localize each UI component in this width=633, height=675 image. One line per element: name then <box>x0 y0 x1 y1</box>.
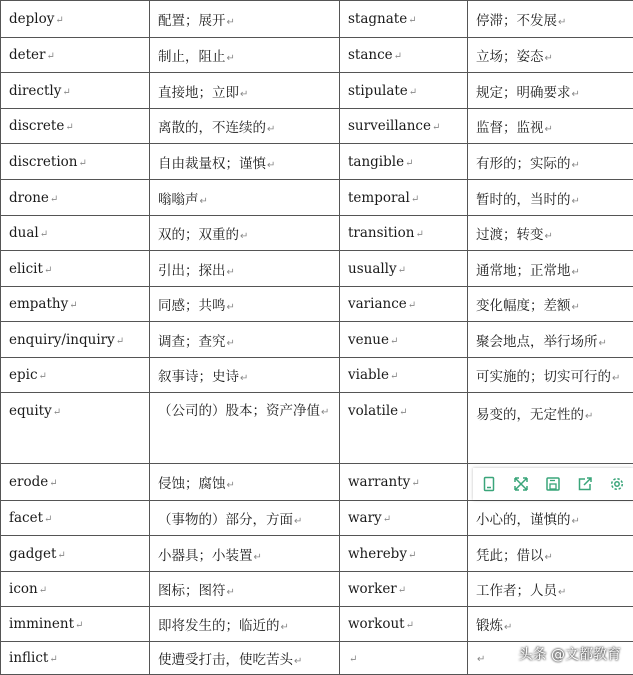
paragraph-mark-icon: ↵ <box>44 514 52 525</box>
meaning-text: 暂时的，当时的 <box>476 192 571 208</box>
word-cell <box>340 393 468 464</box>
paragraph-mark-icon: ↵ <box>227 480 235 491</box>
watermark: 头条 @文都教育 <box>519 644 621 664</box>
word-cell <box>1 501 150 536</box>
word-cell <box>340 216 468 251</box>
paragraph-mark-icon: ↵ <box>408 300 416 311</box>
meaning-cell <box>150 536 340 572</box>
paragraph-mark-icon: ↵ <box>200 196 208 207</box>
paragraph-mark-icon: ↵ <box>227 302 235 313</box>
paragraph-mark-icon: ↵ <box>40 229 48 240</box>
word-text: deploy <box>9 11 54 27</box>
word-cell <box>1 73 150 109</box>
meaning-cell <box>468 251 633 287</box>
table-row <box>1 73 633 109</box>
paragraph-mark-icon: ↵ <box>572 267 580 278</box>
paragraph-mark-icon: ↵ <box>267 160 275 171</box>
share-icon[interactable] <box>576 475 594 493</box>
table-row <box>1 251 633 287</box>
table-row <box>1 180 633 216</box>
meaning-text: 变化幅度；差额 <box>476 298 571 314</box>
word-text: stance <box>348 47 393 63</box>
paragraph-mark-icon: ↵ <box>390 336 398 347</box>
paragraph-mark-icon: ↵ <box>390 371 398 382</box>
table-row <box>1 109 633 144</box>
paragraph-mark-icon: ↵ <box>558 587 566 598</box>
paragraph-mark-icon: ↵ <box>545 231 553 242</box>
meaning-cell <box>468 536 633 572</box>
meaning-text: 离散的，不连续的 <box>158 120 266 136</box>
meaning-cell <box>150 358 340 393</box>
paragraph-mark-icon: ↵ <box>411 478 419 489</box>
meaning-text: 自由裁量权；谨慎 <box>158 156 266 172</box>
table-row <box>1 38 633 73</box>
word-cell <box>1 536 150 572</box>
word-text: transition <box>348 225 414 241</box>
word-text: venue <box>348 332 389 348</box>
meaning-text: 小心的，谨慎的 <box>476 512 571 528</box>
paragraph-mark-icon: ↵ <box>411 194 419 205</box>
word-text: usually <box>348 261 397 277</box>
paragraph-mark-icon: ↵ <box>39 371 47 382</box>
paragraph-mark-icon: ↵ <box>78 158 86 169</box>
paragraph-mark-icon: ↵ <box>227 587 235 598</box>
paragraph-mark-icon: ↵ <box>49 654 57 665</box>
word-text: whereby <box>348 546 407 562</box>
meaning-cell <box>150 572 340 607</box>
meaning-text: 同感；共鸣 <box>158 298 226 314</box>
paragraph-mark-icon: ↵ <box>572 196 580 207</box>
meaning-cell <box>468 1 633 38</box>
meaning-cell <box>150 73 340 109</box>
meaning-cell <box>468 607 633 642</box>
meaning-cell <box>150 607 340 642</box>
paragraph-mark-icon: ↵ <box>504 622 512 633</box>
meaning-text: 图标；图符 <box>158 583 226 599</box>
meaning-cell <box>468 358 633 393</box>
word-text: viable <box>348 367 389 383</box>
table-row <box>1 358 633 393</box>
paragraph-mark-icon: ↵ <box>281 622 289 633</box>
paragraph-mark-icon: ↵ <box>53 407 61 418</box>
word-cell <box>1 180 150 216</box>
word-cell <box>340 144 468 180</box>
table-row <box>1 607 633 642</box>
meaning-cell <box>150 642 340 675</box>
word-cell <box>1 109 150 144</box>
paragraph-mark-icon: ↵ <box>267 124 275 135</box>
word-text: surveillance <box>348 118 431 134</box>
word-cell <box>340 572 468 607</box>
paragraph-mark-icon: ↵ <box>39 585 47 596</box>
meaning-text: 引出；探出 <box>158 263 226 279</box>
paragraph-mark-icon: ↵ <box>612 373 620 384</box>
word-text: icon <box>9 581 38 597</box>
word-cell <box>340 642 468 675</box>
table-row <box>1 287 633 322</box>
paragraph-mark-icon: ↵ <box>432 122 440 133</box>
meaning-text: 聚会地点，举行场所 <box>476 334 598 350</box>
word-text: warranty <box>348 474 410 490</box>
word-cell <box>1 287 150 322</box>
meaning-text: （事物的）部分，方面 <box>158 512 293 528</box>
word-text: facet <box>9 510 43 526</box>
word-text: inflict <box>9 650 48 666</box>
meaning-text: 通常地；正常地 <box>476 263 571 279</box>
word-text: gadget <box>9 546 56 562</box>
paragraph-mark-icon: ↵ <box>240 231 248 242</box>
save-icon[interactable] <box>544 475 562 493</box>
paragraph-mark-icon: ↵ <box>57 550 65 561</box>
paragraph-mark-icon: ↵ <box>69 300 77 311</box>
word-cell <box>1 464 150 501</box>
meaning-text: 使遭受打击，使吃苦头 <box>158 652 293 668</box>
meaning-text: 立场；姿态 <box>476 49 544 65</box>
paragraph-mark-icon: ↵ <box>50 194 58 205</box>
word-text: volatile <box>348 403 398 419</box>
word-cell <box>340 251 468 287</box>
meaning-cell <box>150 251 340 287</box>
paragraph-mark-icon: ↵ <box>44 265 52 276</box>
word-text: stagnate <box>348 11 407 27</box>
word-cell <box>1 572 150 607</box>
word-cell <box>1 38 150 73</box>
table-row <box>1 572 633 607</box>
paragraph-mark-icon: ↵ <box>240 373 248 384</box>
paragraph-mark-icon: ↵ <box>383 514 391 525</box>
meaning-cell <box>150 109 340 144</box>
meaning-text: 规定；明确要求 <box>476 85 571 101</box>
paragraph-mark-icon: ↵ <box>47 51 55 62</box>
paragraph-mark-icon: ↵ <box>398 265 406 276</box>
meaning-text: 有形的；实际的 <box>476 156 571 172</box>
paragraph-mark-icon: ↵ <box>405 158 413 169</box>
word-text: temporal <box>348 190 410 206</box>
table-row <box>1 536 633 572</box>
meaning-text: 调查；查究 <box>158 334 226 350</box>
word-text: tangible <box>348 154 404 170</box>
word-cell <box>340 180 468 216</box>
word-cell <box>1 393 150 464</box>
paragraph-mark-icon: ↵ <box>49 478 57 489</box>
meaning-text: 工作者；人员 <box>476 583 557 599</box>
word-cell <box>340 501 468 536</box>
meaning-cell <box>150 393 340 464</box>
paragraph-mark-icon: ↵ <box>572 302 580 313</box>
word-cell <box>1 642 150 675</box>
meaning-cell <box>468 144 633 180</box>
word-cell <box>1 322 150 358</box>
meaning-text: 凭此；借以 <box>476 548 544 564</box>
word-text: wary <box>348 510 382 526</box>
meaning-text: 易变的，无定性的 <box>476 407 584 423</box>
paragraph-mark-icon: ↵ <box>321 407 329 418</box>
meaning-cell <box>468 216 633 251</box>
word-cell <box>340 358 468 393</box>
word-cell <box>1 251 150 287</box>
meaning-text: 即将发生的；临近的 <box>158 618 280 634</box>
meaning-cell <box>468 73 633 109</box>
word-cell <box>340 73 468 109</box>
paragraph-mark-icon: ↵ <box>409 87 417 98</box>
meaning-cell <box>150 464 340 501</box>
paragraph-mark-icon: ↵ <box>294 656 302 667</box>
expand-icon[interactable] <box>512 475 530 493</box>
meaning-cell <box>150 144 340 180</box>
word-cell <box>340 287 468 322</box>
meaning-cell <box>150 322 340 358</box>
paragraph-mark-icon: ↵ <box>75 620 83 631</box>
meaning-cell <box>468 322 633 358</box>
meaning-text: 监督；监视 <box>476 120 544 136</box>
paragraph-mark-icon: ↵ <box>227 17 235 28</box>
table-row <box>1 144 633 180</box>
word-text: discrete <box>9 118 64 134</box>
meaning-cell <box>468 287 633 322</box>
paragraph-mark-icon: ↵ <box>572 516 580 527</box>
paragraph-mark-icon: ↵ <box>477 654 485 665</box>
word-text: imminent <box>9 616 74 632</box>
word-cell <box>1 607 150 642</box>
word-text: epic <box>9 367 38 383</box>
table-row <box>1 393 633 464</box>
paragraph-mark-icon: ↵ <box>227 53 235 64</box>
table-row <box>1 322 633 358</box>
meaning-text: 小器具；小装置 <box>158 548 253 564</box>
paragraph-mark-icon: ↵ <box>399 407 407 418</box>
paragraph-mark-icon: ↵ <box>545 552 553 563</box>
meaning-text: 嗡嗡声 <box>158 192 199 208</box>
meaning-text: 制止，阻止 <box>158 49 226 65</box>
meaning-text: 停滞；不发展 <box>476 13 557 29</box>
word-text: worker <box>348 581 397 597</box>
meaning-text: 双的；双重的 <box>158 227 239 243</box>
paragraph-mark-icon: ↵ <box>408 550 416 561</box>
paragraph-mark-icon: ↵ <box>545 53 553 64</box>
meaning-cell <box>468 180 633 216</box>
word-text: variance <box>348 296 407 312</box>
paragraph-mark-icon: ↵ <box>545 124 553 135</box>
paragraph-mark-icon: ↵ <box>408 15 416 26</box>
word-text: empathy <box>9 296 68 312</box>
meaning-cell <box>468 109 633 144</box>
meaning-cell <box>150 501 340 536</box>
paragraph-mark-icon: ↵ <box>349 654 357 665</box>
word-text: elicit <box>9 261 43 277</box>
word-text: drone <box>9 190 49 206</box>
word-cell <box>340 607 468 642</box>
paragraph-mark-icon: ↵ <box>227 267 235 278</box>
paragraph-mark-icon: ↵ <box>65 122 73 133</box>
meaning-cell <box>468 38 633 73</box>
paragraph-mark-icon: ↵ <box>398 585 406 596</box>
word-cell <box>1 144 150 180</box>
paragraph-mark-icon: ↵ <box>227 338 235 349</box>
paragraph-mark-icon: ↵ <box>240 89 248 100</box>
paragraph-mark-icon: ↵ <box>558 17 566 28</box>
floating-toolbar <box>473 468 633 500</box>
word-text: deter <box>9 47 46 63</box>
paragraph-mark-icon: ↵ <box>415 229 423 240</box>
word-cell <box>340 464 468 501</box>
word-cell <box>340 322 468 358</box>
meaning-cell <box>150 287 340 322</box>
paragraph-mark-icon: ↵ <box>585 411 593 422</box>
word-cell <box>1 358 150 393</box>
word-cell <box>1 1 150 38</box>
word-cell <box>340 109 468 144</box>
meaning-cell <box>150 216 340 251</box>
meaning-text: 可实施的；切实可行的 <box>476 369 611 385</box>
word-cell <box>340 38 468 73</box>
meaning-cell <box>468 393 633 464</box>
word-cell <box>340 536 468 572</box>
meaning-cell <box>468 501 633 536</box>
word-cell <box>1 216 150 251</box>
meaning-cell <box>150 38 340 73</box>
meaning-text: （公司的）股本；资产净值 <box>158 403 320 419</box>
word-text: enquiry/inquiry <box>9 332 115 348</box>
paragraph-mark-icon: ↵ <box>406 620 414 631</box>
paragraph-mark-icon: ↵ <box>294 516 302 527</box>
word-text: directly <box>9 83 61 99</box>
paragraph-mark-icon: ↵ <box>116 336 124 347</box>
word-text: erode <box>9 474 48 490</box>
paragraph-mark-icon: ↵ <box>572 89 580 100</box>
meaning-text: 配置；展开 <box>158 13 226 29</box>
gear-icon[interactable] <box>608 475 626 493</box>
meaning-text: 叙事诗；史诗 <box>158 369 239 385</box>
meaning-text: 过渡；转变 <box>476 227 544 243</box>
page-icon[interactable] <box>480 475 498 493</box>
word-text: dual <box>9 225 39 241</box>
meaning-cell <box>468 572 633 607</box>
paragraph-mark-icon: ↵ <box>254 552 262 563</box>
meaning-cell <box>150 1 340 38</box>
word-text: equity <box>9 403 52 419</box>
paragraph-mark-icon: ↵ <box>599 338 607 349</box>
table-row <box>1 216 633 251</box>
meaning-text: 侵蚀；腐蚀 <box>158 476 226 492</box>
paragraph-mark-icon: ↵ <box>394 51 402 62</box>
word-text: discretion <box>9 154 77 170</box>
word-text: stipulate <box>348 83 408 99</box>
paragraph-mark-icon: ↵ <box>572 160 580 171</box>
word-cell <box>340 1 468 38</box>
meaning-text: 直接地；立即 <box>158 85 239 101</box>
paragraph-mark-icon: ↵ <box>55 15 63 26</box>
word-text: workout <box>348 616 405 632</box>
meaning-cell <box>150 180 340 216</box>
paragraph-mark-icon: ↵ <box>62 87 70 98</box>
meaning-text: 锻炼 <box>476 618 503 634</box>
table-row <box>1 501 633 536</box>
table-row <box>1 1 633 38</box>
